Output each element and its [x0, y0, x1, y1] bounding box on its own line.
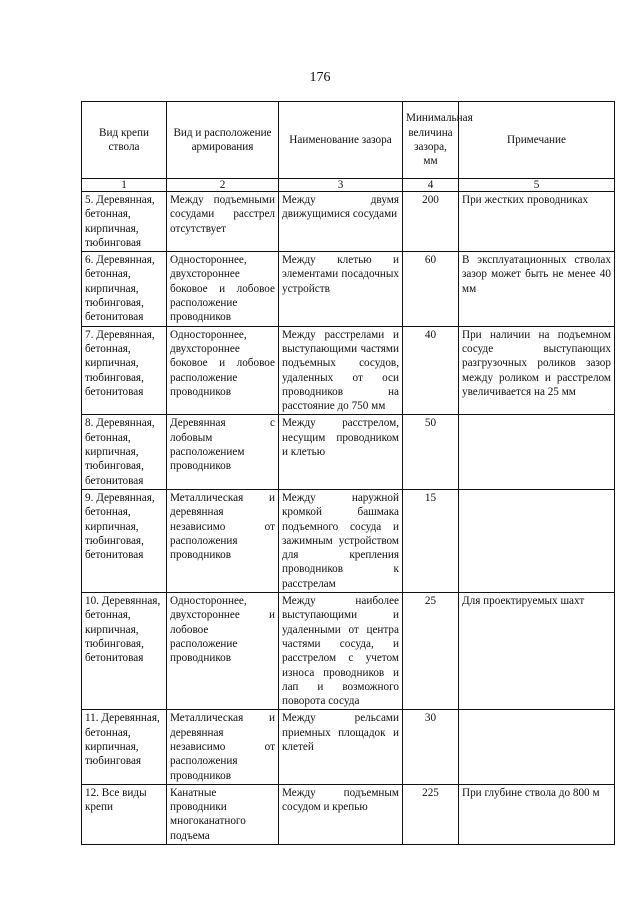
table-row [82, 192, 615, 252]
note-cell: При жестких проводниках [459, 192, 615, 252]
gap-name-cell: Между двумя движущимися сосудами [279, 192, 403, 252]
min-gap-cell: 30 [403, 710, 459, 784]
column-number-row [82, 179, 615, 192]
reinforcement-cell: Канатные проводники многоканатного подъема [167, 784, 279, 844]
table-row [82, 593, 615, 710]
min-gap-cell: 40 [403, 326, 459, 415]
min-gap-cell: 50 [403, 415, 459, 489]
header-gap-name: Наименование зазора [279, 102, 403, 179]
gap-name-cell: Между наружной кромкой башмака подъемного сосуда и зажимным устройством для крепления проводников к расстрелам [279, 489, 403, 592]
support-type-cell: 10. Деревянная, бетонная, кирпичная, тюбинговая, бетонитовая [82, 593, 167, 710]
table-row [82, 489, 615, 592]
note-cell: При наличии на подъемном сосуде выступающих разгрузочных роликов зазор между роликом и расстрелом увеличивается на 25 мм [459, 326, 615, 415]
note-cell [459, 415, 615, 489]
column-number: 1 [82, 179, 167, 192]
support-type-cell: 8. Деревянная, бетонная, кирпичная, тюбинговая, бетонитовая [82, 415, 167, 489]
reinforcement-cell: Металлическая и деревянная независимо от расположения проводников [167, 710, 279, 784]
note-cell: При глубине ствола до 800 м [459, 784, 615, 844]
header-support-type: Вид крепи ствола [82, 102, 167, 179]
reinforcement-cell: Одностороннее, двухстороннее боковое и лобовое расположение проводников [167, 252, 279, 326]
column-number: 3 [279, 179, 403, 192]
support-type-cell: 5. Деревянная, бетонная, кирпичная, тюбинговая [82, 192, 167, 252]
header-min-gap: Минимальная величина зазора, мм [403, 102, 459, 179]
header-note: Примечание [459, 102, 615, 179]
support-type-cell: 6. Деревянная, бетонная, кирпичная, тюбинговая, бетонитовая [82, 252, 167, 326]
note-cell [459, 710, 615, 784]
reinforcement-cell: Деревянная с лобовым расположением проводников [167, 415, 279, 489]
reinforcement-cell: Металлическая и деревянная независимо от расположения проводников [167, 489, 279, 592]
table-row [82, 784, 615, 844]
gap-name-cell: Между клетью и элементами посадочных устройств [279, 252, 403, 326]
header-row [82, 102, 615, 179]
table-row [82, 415, 615, 489]
header-reinforcement: Вид и расположение армирования [167, 102, 279, 179]
gap-name-cell: Между расстрелом, несущим проводником и клетью [279, 415, 403, 489]
min-gap-cell: 200 [403, 192, 459, 252]
support-type-cell: 9. Деревянная, бетонная, кирпичная, тюбинговая, бетонитовая [82, 489, 167, 592]
note-cell: В эксплуатационных стволах зазор может быть не менее 40 мм [459, 252, 615, 326]
page-number: 176 [309, 70, 331, 85]
reinforcement-cell: Одностороннее, двухстороннее боковое и лобовое расположение проводников [167, 326, 279, 415]
table-row [82, 252, 615, 326]
gap-name-cell: Между наиболее выступающими и удаленными от центра частями сосуда, и расстрелом с учетом износа проводников и лап и возможного поворота сосуда [279, 593, 403, 710]
reinforcement-cell: Между подъемными сосудами расстрел отсутствует [167, 192, 279, 252]
gap-name-cell: Между рельсами приемных площадок и клетей [279, 710, 403, 784]
table-row [82, 326, 615, 415]
min-gap-cell: 225 [403, 784, 459, 844]
gap-name-cell: Между подъемным сосудом и крепью [279, 784, 403, 844]
clearance-table [81, 101, 615, 845]
min-gap-cell: 60 [403, 252, 459, 326]
support-type-cell: 11. Деревянная, бетонная, кирпичная, тюбинговая [82, 710, 167, 784]
support-type-cell: 7. Деревянная, бетонная, кирпичная, тюбинговая, бетонитовая [82, 326, 167, 415]
min-gap-cell: 25 [403, 593, 459, 710]
min-gap-cell: 15 [403, 489, 459, 592]
table-row [82, 710, 615, 784]
gap-name-cell: Между расстрелами и выступающими частями подъемных сосудов, удаленных от оси проводников на расстояние до 750 мм [279, 326, 403, 415]
reinforcement-cell: Одностороннее, двухстороннее и лобовое расположение проводников [167, 593, 279, 710]
column-number: 2 [167, 179, 279, 192]
note-cell: Для проектируемых шахт [459, 593, 615, 710]
note-cell [459, 489, 615, 592]
column-number: 4 [403, 179, 459, 192]
column-number: 5 [459, 179, 615, 192]
support-type-cell: 12. Все виды крепи [82, 784, 167, 844]
